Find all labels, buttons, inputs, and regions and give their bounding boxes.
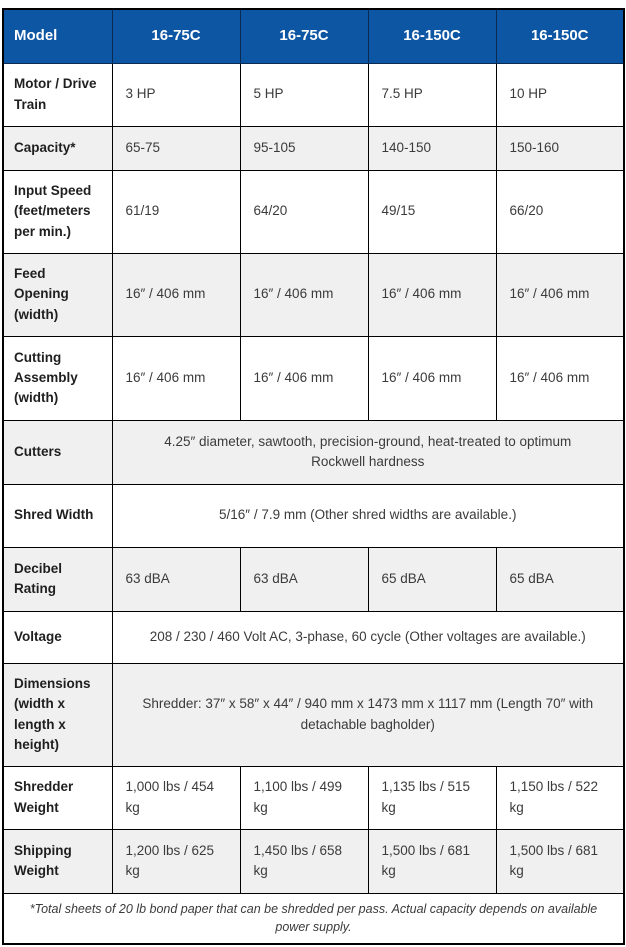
cell-value: 16″ / 406 mm xyxy=(368,253,496,336)
cell-value: 49/15 xyxy=(368,170,496,253)
cell-span-value: 4.25″ diameter, sawtooth, precision-ground, heat-treated to optimum Rockwell hardness xyxy=(112,420,624,484)
cell-value: 1,500 lbs / 681 kg xyxy=(496,829,624,893)
row-cutting-assembly xyxy=(3,336,624,420)
row-input-speed xyxy=(3,170,624,253)
header-col-16-150c-1: 16-150C xyxy=(368,9,496,63)
cell-value: 1,000 lbs / 454 kg xyxy=(112,766,240,829)
cell-value: 16″ / 406 mm xyxy=(112,336,240,420)
cell-value: 64/20 xyxy=(240,170,368,253)
header-row xyxy=(3,9,624,63)
row-capacity xyxy=(3,126,624,170)
row-label: Dimensions (width x length x height) xyxy=(3,663,112,766)
header-col-16-75c-2: 16-75C xyxy=(240,9,368,63)
cell-value: 66/20 xyxy=(496,170,624,253)
shredder-spec-table xyxy=(2,8,625,945)
capacity-footnote: *Total sheets of 20 lb bond paper that can be shredded per pass. Actual capacity depends on available power supply. xyxy=(3,893,624,944)
row-voltage xyxy=(3,611,624,663)
row-dimensions xyxy=(3,663,624,766)
cell-value: 1,150 lbs / 522 kg xyxy=(496,766,624,829)
row-label: Feed Opening (width) xyxy=(3,253,112,336)
cell-value: 1,450 lbs / 658 kg xyxy=(240,829,368,893)
cell-value: 95-105 xyxy=(240,126,368,170)
row-decibel-rating xyxy=(3,547,624,611)
row-cutters xyxy=(3,420,624,484)
cell-span-value: 208 / 230 / 460 Volt AC, 3-phase, 60 cycle (Other voltages are available.) xyxy=(112,611,624,663)
cell-value: 10 HP xyxy=(496,63,624,126)
cell-value: 5 HP xyxy=(240,63,368,126)
cell-value: 16″ / 406 mm xyxy=(112,253,240,336)
row-label: Shred Width xyxy=(3,484,112,547)
cell-span-value: 5/16″ / 7.9 mm (Other shred widths are available.) xyxy=(112,484,624,547)
row-label: Motor / Drive Train xyxy=(3,63,112,126)
header-model-label: Model xyxy=(3,9,112,63)
cell-value: 65-75 xyxy=(112,126,240,170)
cell-span-value: Shredder: 37″ x 58″ x 44″ / 940 mm x 1473 mm x 1117 mm (Length 70″ with detachable bagholder) xyxy=(112,663,624,766)
cell-value: 1,100 lbs / 499 kg xyxy=(240,766,368,829)
row-shipping-weight xyxy=(3,829,624,893)
cell-value: 63 dBA xyxy=(240,547,368,611)
cell-value: 65 dBA xyxy=(496,547,624,611)
cell-value: 3 HP xyxy=(112,63,240,126)
row-label: Capacity* xyxy=(3,126,112,170)
row-label: Voltage xyxy=(3,611,112,663)
header-col-16-150c-2: 16-150C xyxy=(496,9,624,63)
row-footnote xyxy=(3,893,624,944)
cell-value: 7.5 HP xyxy=(368,63,496,126)
row-label: Input Speed (feet/meters per min.) xyxy=(3,170,112,253)
cell-value: 1,135 lbs / 515 kg xyxy=(368,766,496,829)
cell-value: 1,500 lbs / 681 kg xyxy=(368,829,496,893)
header-col-16-75c-1: 16-75C xyxy=(112,9,240,63)
cell-value: 16″ / 406 mm xyxy=(368,336,496,420)
row-label: Cutters xyxy=(3,420,112,484)
row-label: Cutting Assembly (width) xyxy=(3,336,112,420)
cell-value: 65 dBA xyxy=(368,547,496,611)
row-label: Decibel Rating xyxy=(3,547,112,611)
row-feed-opening xyxy=(3,253,624,336)
cell-value: 16″ / 406 mm xyxy=(240,253,368,336)
row-shred-width xyxy=(3,484,624,547)
row-shredder-weight xyxy=(3,766,624,829)
cell-value: 1,200 lbs / 625 kg xyxy=(112,829,240,893)
cell-value: 63 dBA xyxy=(112,547,240,611)
cell-value: 16″ / 406 mm xyxy=(496,253,624,336)
cell-value: 140-150 xyxy=(368,126,496,170)
row-label: Shredder Weight xyxy=(3,766,112,829)
row-motor-drive-train xyxy=(3,63,624,126)
cell-value: 16″ / 406 mm xyxy=(496,336,624,420)
row-label: Shipping Weight xyxy=(3,829,112,893)
cell-value: 61/19 xyxy=(112,170,240,253)
cell-value: 150-160 xyxy=(496,126,624,170)
cell-value: 16″ / 406 mm xyxy=(240,336,368,420)
